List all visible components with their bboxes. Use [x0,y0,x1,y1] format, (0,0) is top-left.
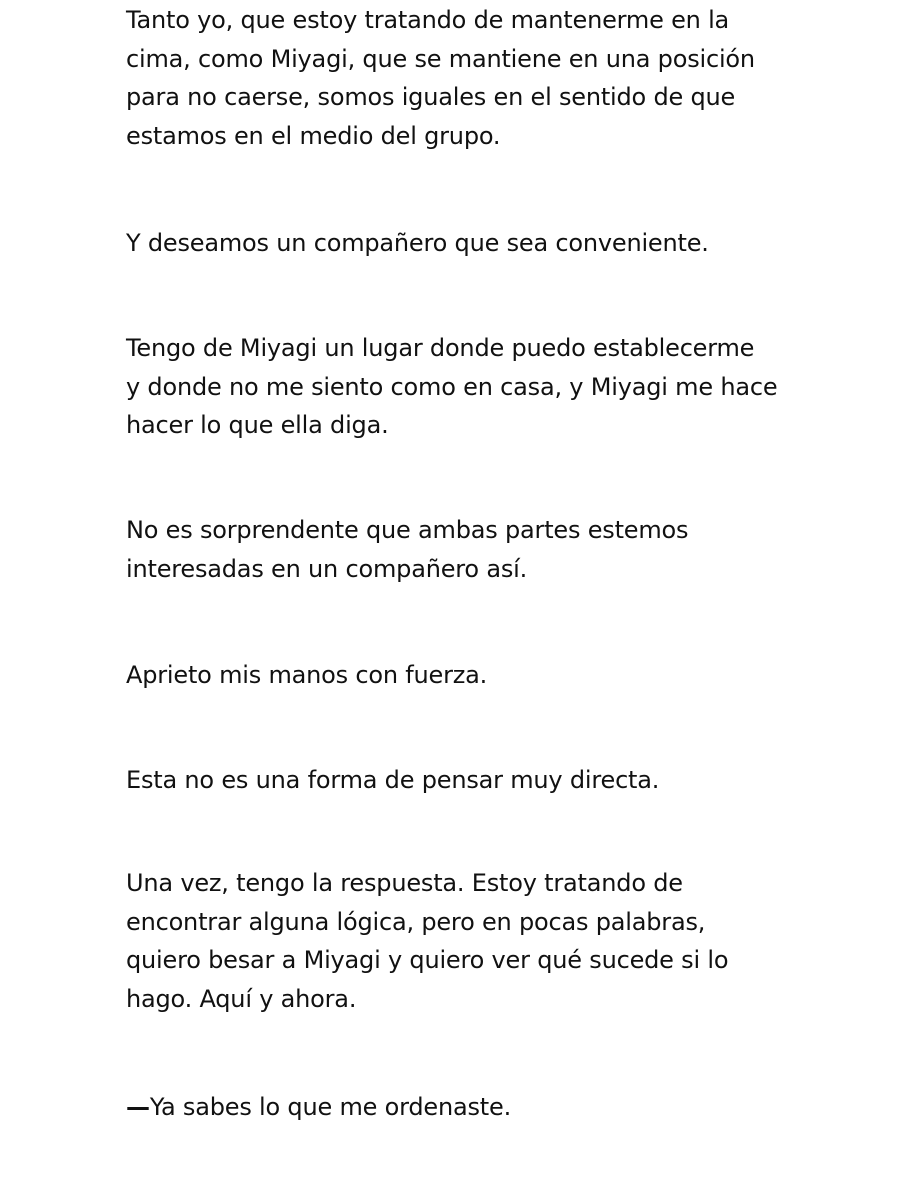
dialogue-text: Ya sabes lo que me ordenaste. [149,1093,511,1121]
text-line: estamos en el medio del grupo. [126,121,501,150]
paragraph-6 [126,761,806,800]
paragraph-7 [126,864,806,1018]
em-dash: — [126,1093,150,1121]
text-line: No es sorprendente que ambas partes estemos [126,516,689,544]
text-line: quiero besar a Miyagi y quiero ver qué sucede si lo [126,946,729,974]
text-line: Una vez, tengo la respuesta. Estoy tratando de [126,869,683,897]
text-line: Y deseamos un compañero que sea conveniente. [126,229,709,257]
paragraph-8 [126,1088,806,1127]
text-line: cima, como Miyagi, que se mantiene en una posición [126,44,755,73]
text-line: para no caerse, somos iguales en el sentido de que [126,83,736,111]
text-line: hacer lo que ella diga. [126,411,389,439]
paragraph-1 [126,1,806,155]
text-line: interesadas en un compañero así. [126,554,528,583]
paragraph-3 [126,329,806,445]
text-line: Aprieto mis manos con fuerza. [126,661,488,689]
paragraph-2 [126,224,806,263]
dialogue-line [126,1088,806,1127]
text-line: Tanto yo, que estoy tratando de mantenerme en la [126,6,730,34]
paragraph-4 [126,511,806,588]
text-line: encontrar alguna lógica, pero en pocas palabras, [126,907,706,936]
text-line: hago. Aquí y ahora. [126,984,357,1013]
text-line: Tengo de Miyagi un lugar donde puedo establecerme [126,334,755,362]
paragraph-5 [126,656,806,695]
text-line: y donde no me siento como en casa, y Miyagi me hace [126,372,778,401]
text-line: Esta no es una forma de pensar muy directa. [126,766,660,794]
